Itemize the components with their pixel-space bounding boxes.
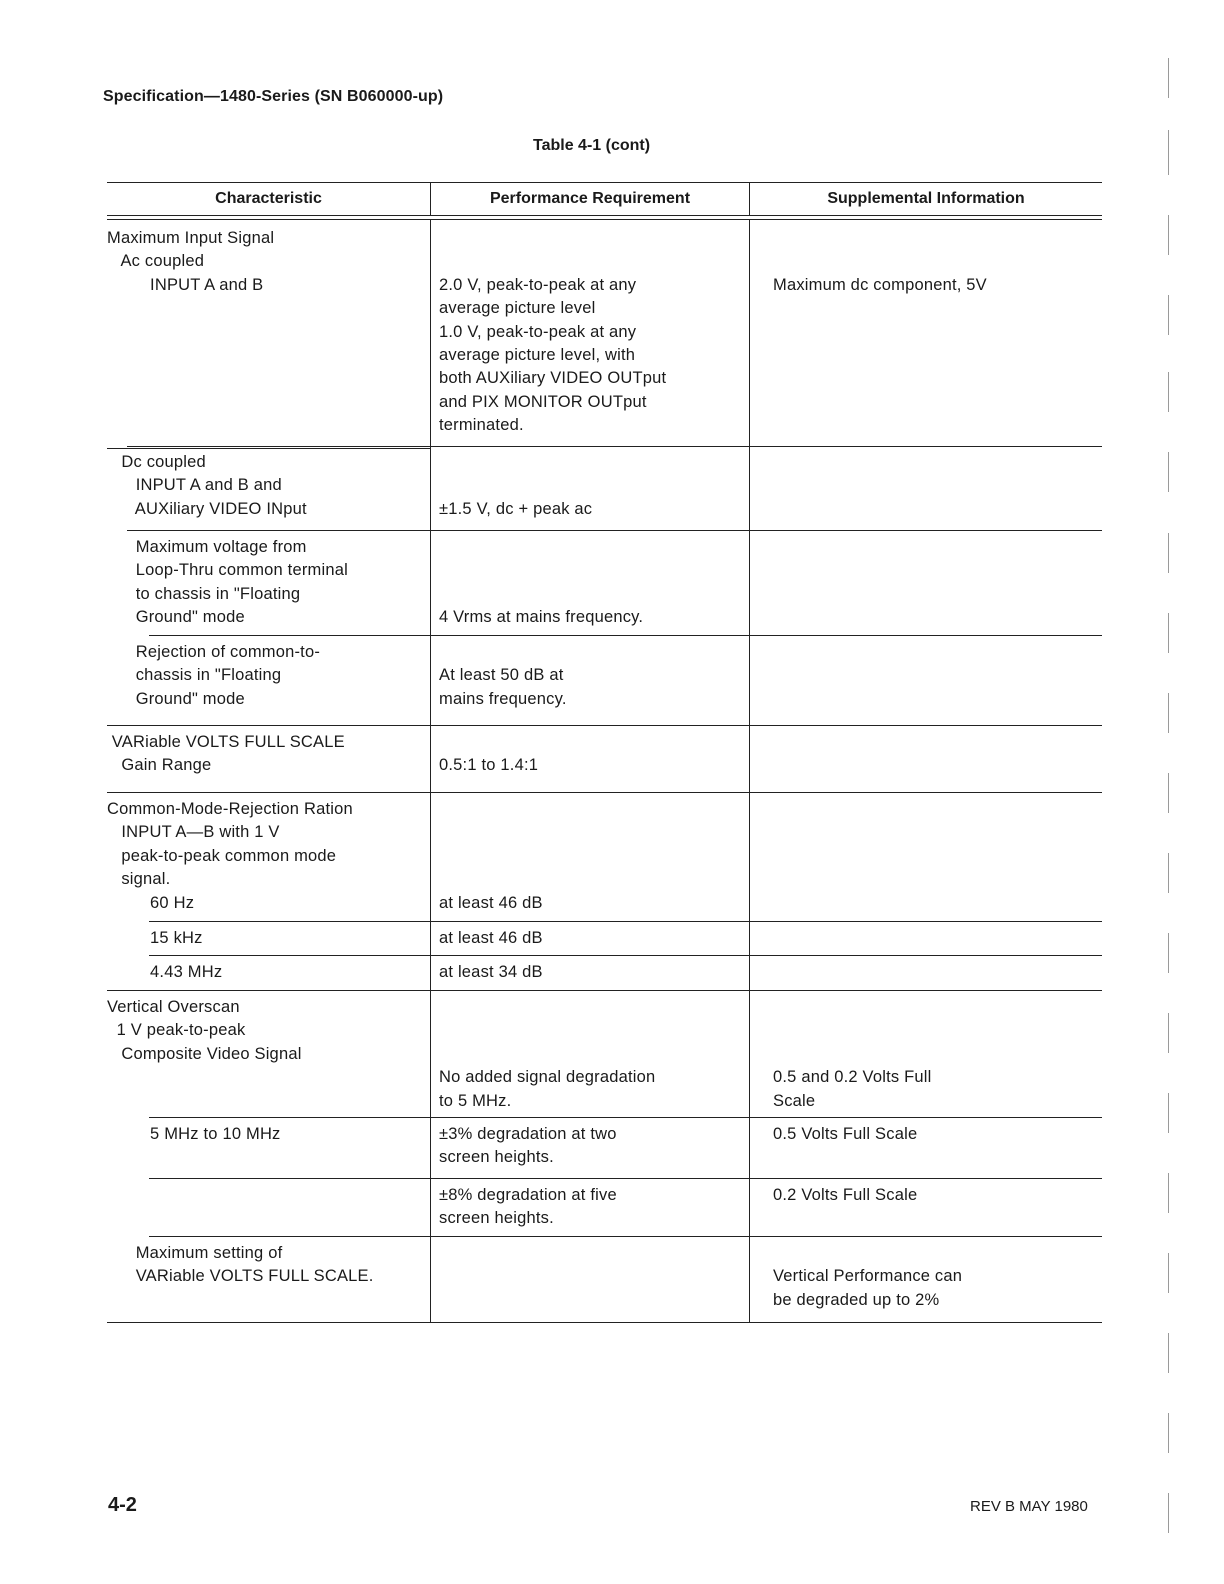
table-row <box>107 956 1102 991</box>
supplemental-cell <box>750 956 1102 966</box>
binding-edge-mark <box>1168 1253 1169 1293</box>
performance-cell: At least 50 dB at mains frequency. <box>439 666 567 708</box>
characteristic-cell: Maximum setting of VARiable VOLTS FULL SCALE. <box>135 1244 374 1286</box>
binding-edge-mark <box>1168 1333 1169 1373</box>
supplemental-cell <box>750 793 1102 803</box>
characteristic-cell: Dc coupled INPUT A and B and AUXiliary VIDEO INput <box>121 453 307 518</box>
performance-cell: 0.5:1 to 1.4:1 <box>439 756 539 775</box>
performance-cell: 4 Vrms at mains frequency. <box>439 608 644 627</box>
binding-edge-mark <box>1168 452 1169 492</box>
header-characteristic: Characteristic <box>215 190 322 207</box>
binding-edge-mark <box>1168 1173 1169 1213</box>
performance-cell: ±1.5 V, dc + peak ac <box>439 499 593 518</box>
binding-edge-mark <box>1168 853 1169 893</box>
row-divider <box>127 446 1102 447</box>
characteristic-cell: Common-Mode-Rejection Ration INPUT A—B with 1 V peak-to-peak common mode signal. 60 Hz <box>107 800 353 912</box>
revision-date: REV B MAY 1980 <box>970 1498 1088 1515</box>
table-row <box>107 922 1102 956</box>
performance-cell: at least 34 dB <box>439 963 543 981</box>
binding-edge-mark <box>1168 1013 1169 1053</box>
binding-edge-mark <box>1168 1413 1169 1453</box>
table-row <box>107 220 1102 449</box>
header-supplemental-information: Supplemental Information <box>827 190 1025 207</box>
supplemental-cell <box>750 531 1102 541</box>
characteristic-cell: 4.43 MHz <box>107 963 223 981</box>
row-divider <box>107 1322 1102 1323</box>
supplemental-cell <box>750 446 1102 456</box>
table-row <box>107 636 1102 726</box>
characteristic-cell: 15 kHz <box>107 929 203 947</box>
characteristic-cell: VARiable VOLTS FULL SCALE Gain Range <box>111 733 345 775</box>
performance-cell: No added signal degradation to 5 MHz. <box>439 1068 656 1110</box>
characteristic-cell <box>107 1179 430 1189</box>
spec-table <box>107 182 1102 449</box>
supplemental-cell <box>750 636 1102 646</box>
table-row <box>107 1179 1102 1237</box>
supplemental-cell <box>750 922 1102 932</box>
table-row <box>107 531 1102 636</box>
characteristic-cell: Maximum Input Signal Ac coupled INPUT A and B <box>107 229 275 294</box>
table-row <box>107 991 1102 1118</box>
supplemental-cell: Vertical Performance can be degraded up to 2% <box>773 1267 963 1309</box>
supplemental-cell <box>750 726 1102 736</box>
table-row <box>107 446 1102 531</box>
performance-cell: ±3% degradation at two screen heights. <box>439 1125 617 1167</box>
supplemental-cell: 0.5 Volts Full Scale <box>773 1125 918 1143</box>
supplemental-cell: 0.2 Volts Full Scale <box>773 1186 918 1204</box>
table-caption: Table 4-1 (cont) <box>533 137 651 154</box>
performance-cell: at least 46 dB <box>439 893 543 912</box>
performance-cell: ±8% degradation at five screen heights. <box>439 1186 617 1228</box>
binding-edge-mark <box>1168 1093 1169 1133</box>
header-performance-requirement: Performance Requirement <box>489 190 691 207</box>
characteristic-cell: Vertical Overscan 1 V peak-to-peak Composite Video Signal <box>107 998 302 1063</box>
performance-cell: 2.0 V, peak-to-peak at any average picture level 1.0 V, peak-to-peak at any average picture level, with both AUXiliary VIDEO OUTput and PIX MONITOR OUTput terminated. <box>439 275 667 435</box>
binding-edge-mark <box>1168 295 1169 335</box>
binding-edge-mark <box>1168 933 1169 973</box>
characteristic-cell: Rejection of common-to- chassis in "Floating Ground" mode <box>135 643 321 708</box>
binding-edge-mark <box>1168 1493 1169 1533</box>
supplemental-cell: 0.5 and 0.2 Volts Full Scale <box>773 1068 932 1110</box>
binding-edge-mark <box>1168 533 1169 573</box>
page-number: 4-2 <box>108 1494 137 1516</box>
binding-edge-mark <box>1168 130 1169 175</box>
binding-edge-mark <box>1168 773 1169 813</box>
characteristic-cell: Maximum voltage from Loop-Thru common terminal to chassis in "Floating Ground" mode <box>135 538 348 627</box>
table-row <box>107 1237 1102 1323</box>
binding-edge-mark <box>1168 58 1169 98</box>
performance-cell: at least 46 dB <box>439 929 543 947</box>
table-row <box>107 793 1102 922</box>
binding-edge-mark <box>1168 693 1169 733</box>
table-row <box>107 726 1102 793</box>
binding-edge-mark <box>1168 215 1169 255</box>
supplemental-cell: Maximum dc component, 5V <box>773 275 987 294</box>
header-title: Specification—1480-Series (SN B060000-up) <box>103 88 444 105</box>
binding-edge-mark <box>1168 613 1169 653</box>
binding-edge-mark <box>1168 372 1169 412</box>
performance-cell <box>431 1237 749 1247</box>
table-row <box>107 1118 1102 1179</box>
characteristic-cell: 5 MHz to 10 MHz <box>107 1125 281 1143</box>
header-row <box>107 183 1102 215</box>
